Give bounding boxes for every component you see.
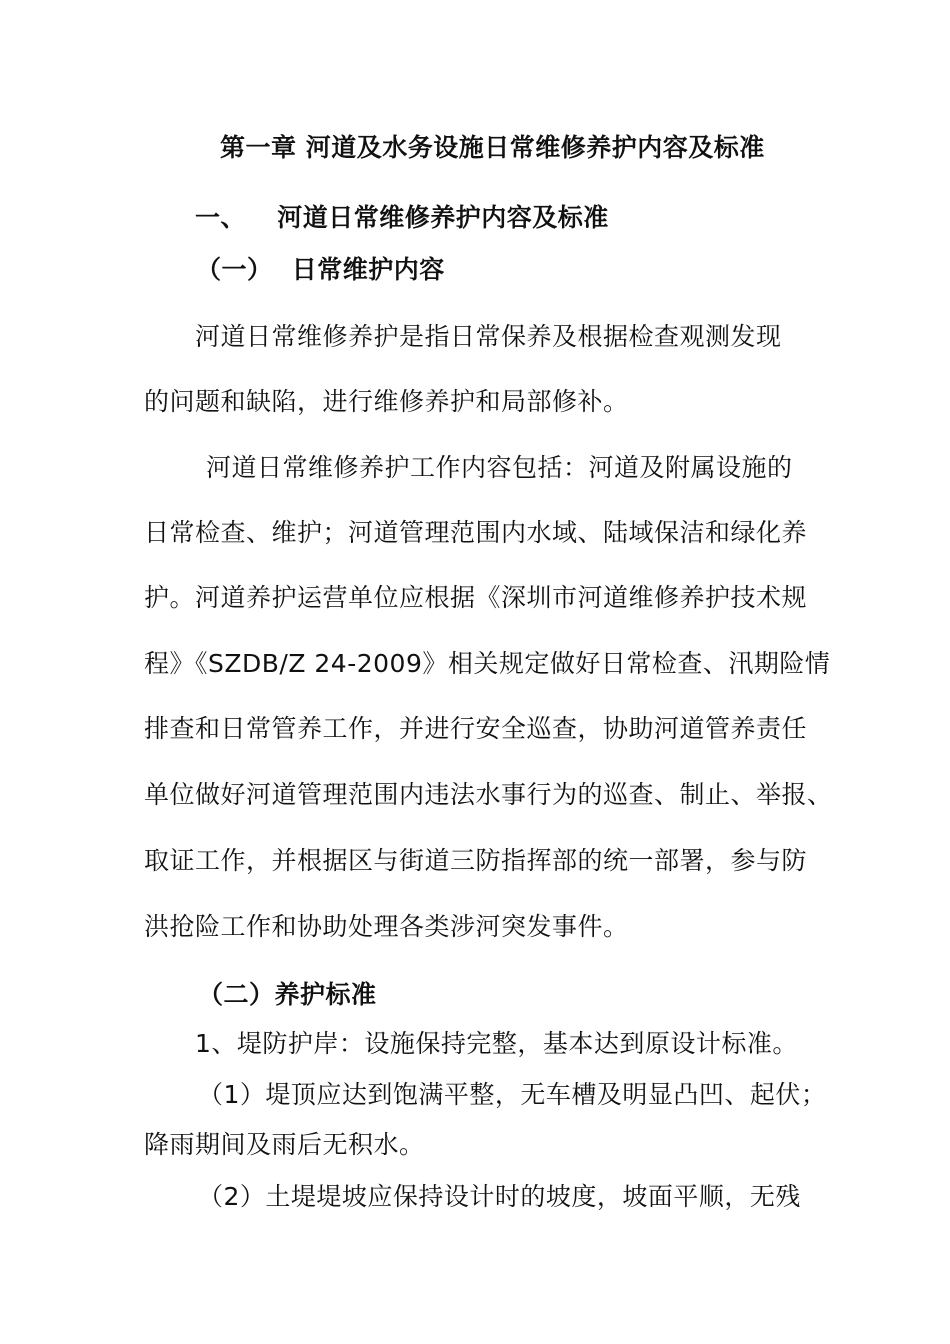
paragraph-line: 护。河道养护运营单位应根据《深圳市河道维修养护技术规: [144, 583, 808, 612]
paragraph-line: 洪抢险工作和协助处理各类涉河突发事件。: [144, 912, 629, 941]
subsection-number: （一）: [196, 255, 273, 284]
paragraph-line: 的问题和缺陷，进行维修养护和局部修补。: [144, 387, 629, 416]
list-item: 1、堤防护岸：设施保持完整，基本达到原设计标准。: [195, 1029, 798, 1058]
paragraph-line: 河道日常维修养护工作内容包括：河道及附属设施的: [206, 453, 793, 482]
section-heading: [195, 201, 609, 235]
list-item: （1）堤顶应达到饱满平整，无车槽及明显凸凹、起伏；: [198, 1080, 827, 1109]
section-title: 河道日常维修养护内容及标准: [277, 203, 609, 232]
subsection-title: 日常维护内容: [291, 255, 445, 284]
paragraph-line: 程》《SZDB/Z 24-2009》相关规定做好日常检查、汛期险情: [144, 649, 831, 678]
chapter-title: 第一章 河道及水务设施日常维修养护内容及标准: [220, 133, 765, 162]
subsection-heading: （二）养护标准: [198, 980, 377, 1009]
section-number: 一、: [195, 203, 247, 232]
subsection-heading: [196, 253, 445, 287]
paragraph-line: 单位做好河道管理范围内违法水事行为的巡查、制止、举报、: [144, 780, 833, 809]
paragraph-line: 日常检查、维护；河道管理范围内水域、陆域保洁和绿化养: [144, 518, 808, 547]
paragraph-line: 排查和日常管养工作，并进行安全巡查，协助河道管养责任: [144, 714, 808, 743]
list-item-continuation: 降雨期间及雨后无积水。: [144, 1130, 425, 1159]
paragraph-line: 取证工作，并根据区与街道三防指挥部的统一部署，参与防: [144, 846, 808, 875]
list-item: （2）土堤堤坡应保持设计时的坡度，坡面平顺，无残: [198, 1182, 801, 1211]
paragraph-line: 河道日常维修养护是指日常保养及根据检查观测发现: [195, 322, 782, 351]
